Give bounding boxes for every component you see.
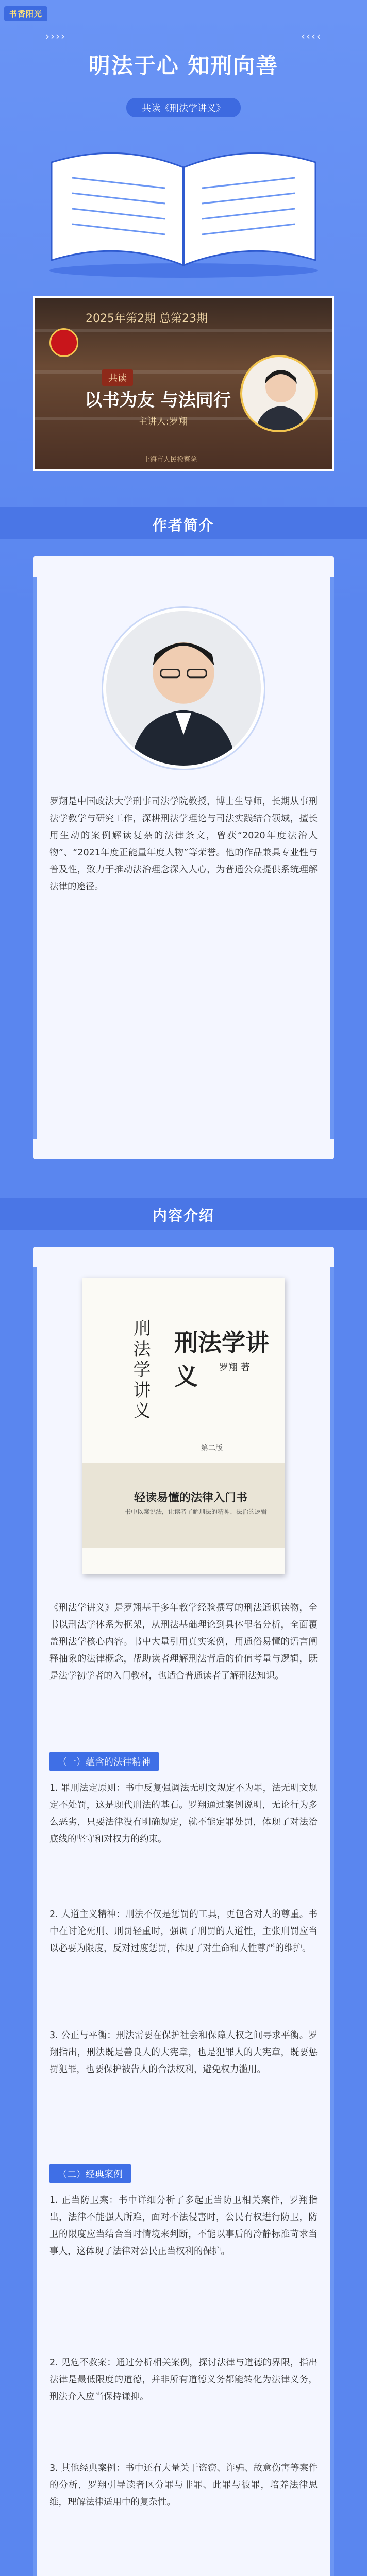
author-photo bbox=[103, 608, 264, 769]
chevron-decoration-right-icon: ‹‹‹‹ bbox=[301, 30, 322, 42]
group-label: （二）经典案例 bbox=[49, 2164, 131, 2183]
open-book-illustration bbox=[41, 131, 326, 281]
banner-host: 主讲人:罗翔 bbox=[138, 416, 188, 427]
speaker-portrait bbox=[240, 355, 318, 432]
book-edition: 第二版 bbox=[201, 1444, 223, 1452]
book-intro: 《刑法学讲义》是罗翔基于多年教学经验撰写的刑法通识读物，全书以刑法学体系为框架，从刑法基础理论到具体罪名分析，全面覆盖刑法学核心内容。书中大量引用真实案例，用通俗易懂的语言阐释抽象的法律概念，帮助读者理解刑法背后的价值考量与逻辑，既是法学初学者的入门教材，也适合普通读者了解刑法知识。 bbox=[49, 1603, 318, 1681]
book-blurb: 轻读易懂的法律入门书 bbox=[134, 1492, 248, 1504]
author-bio: 罗翔是中国政法大学刑事司法学院教授，博士生导师，长期从事刑法学教学与研究工作，深耕刑法学理论与司法实践结合领域，擅长用生动的案例解读复杂的法律条文，曾获“2020年度法治人物”、“2021年度正能量年度人物”等荣誉。他的作品兼具专业性与普及性，致力于推动法治理念深入人心，为普通公众提供系统理解法律的途径。 bbox=[49, 796, 318, 892]
content-heading: 内容介绍 bbox=[152, 1207, 214, 1224]
procuratorate-emblem-icon bbox=[49, 328, 78, 357]
book-title: 刑法学讲义 bbox=[174, 1329, 269, 1391]
group-item: 3. 公正与平衡：刑法需要在保护社会和保障人权之间寻求平衡。罗翔指出，刑法既是善良人的大宪章，也是犯罪人的大宪章，既要惩罚犯罪，也要保护被告人的合法权利，避免权力滥用。 bbox=[49, 2030, 318, 2075]
card-rail bbox=[33, 1267, 37, 2576]
author-heading: 作者简介 bbox=[152, 517, 214, 534]
banner-footer: 上海市人民检察院 bbox=[143, 456, 197, 464]
group-item: 1. 罪刑法定原则：书中反复强调法无明文规定不为罪，法无明文规定不处罚，这是现代刑法的基石。罗翔通过案例说明，无论行为多么恶劣，只要法律没有明确规定，就不能定罪处罚，体现了对法治底线的坚守和对权力的约束。 bbox=[49, 1783, 318, 1844]
card-rail bbox=[330, 577, 334, 1139]
group-item: 1. 正当防卫案：书中详细分析了多起正当防卫相关案件，罗翔指出，法律不能强人所难，面对不法侵害时，公民有权进行防卫，防卫的限度应当结合当时情境来判断，不能以事后的冷静标准苛求当事人，这体现了法律对公民正当权利的保护。 bbox=[49, 2195, 318, 2257]
banner-tag: 共读 bbox=[102, 369, 133, 386]
book-author: 罗翔 著 bbox=[219, 1362, 250, 1373]
page-title: 明法于心 知刑向善 bbox=[88, 53, 279, 78]
card-rail bbox=[330, 1267, 334, 2576]
card-rail bbox=[33, 577, 37, 1139]
book-side-title: 刑法学讲义 bbox=[130, 1319, 151, 1422]
chevron-decoration-left-icon: ›››› bbox=[45, 30, 66, 42]
event-banner bbox=[33, 296, 334, 471]
book-band bbox=[82, 1463, 285, 1548]
banner-title: 以书为友 与法同行 bbox=[85, 390, 231, 411]
shelf-line bbox=[35, 329, 332, 332]
banner-issue: 2025年第2期 总第23期 bbox=[86, 312, 208, 325]
book-blurb-sub: 书中以案说法，让读者了解刑法的精神、法治的逻辑 bbox=[125, 1508, 268, 1515]
group-item: 2. 人道主义精神：刑法不仅是惩罚的工具，更包含对人的尊重。书中在讨论死刑、刑罚轻重时，强调了刑罚的人道性，主张刑罚应当以必要为限度，反对过度惩罚，体现了对生命和人性尊严的维护。 bbox=[49, 1909, 318, 1954]
page-subtitle: 共读《刑法学讲义》 bbox=[126, 98, 241, 117]
group-label: （一）蕴含的法律精神 bbox=[49, 1752, 159, 1771]
book-cover-image bbox=[82, 1278, 285, 1574]
group-item: 2. 见危不救案：通过分析相关案例，探讨法律与道德的界限，指出法律是最低限度的道德，并非所有道德义务都能转化为法律义务，刑法介入应当保持谦抑。 bbox=[49, 2358, 318, 2402]
group-item: 3. 其他经典案例：书中还有大量关于盗窃、诈骗、故意伤害等案件的分析，罗翔引导读者区分罪与非罪、此罪与彼罪，培养法律思维，理解法律适用中的复杂性。 bbox=[49, 2463, 318, 2507]
corner-label: 书香阳光 bbox=[4, 6, 47, 21]
